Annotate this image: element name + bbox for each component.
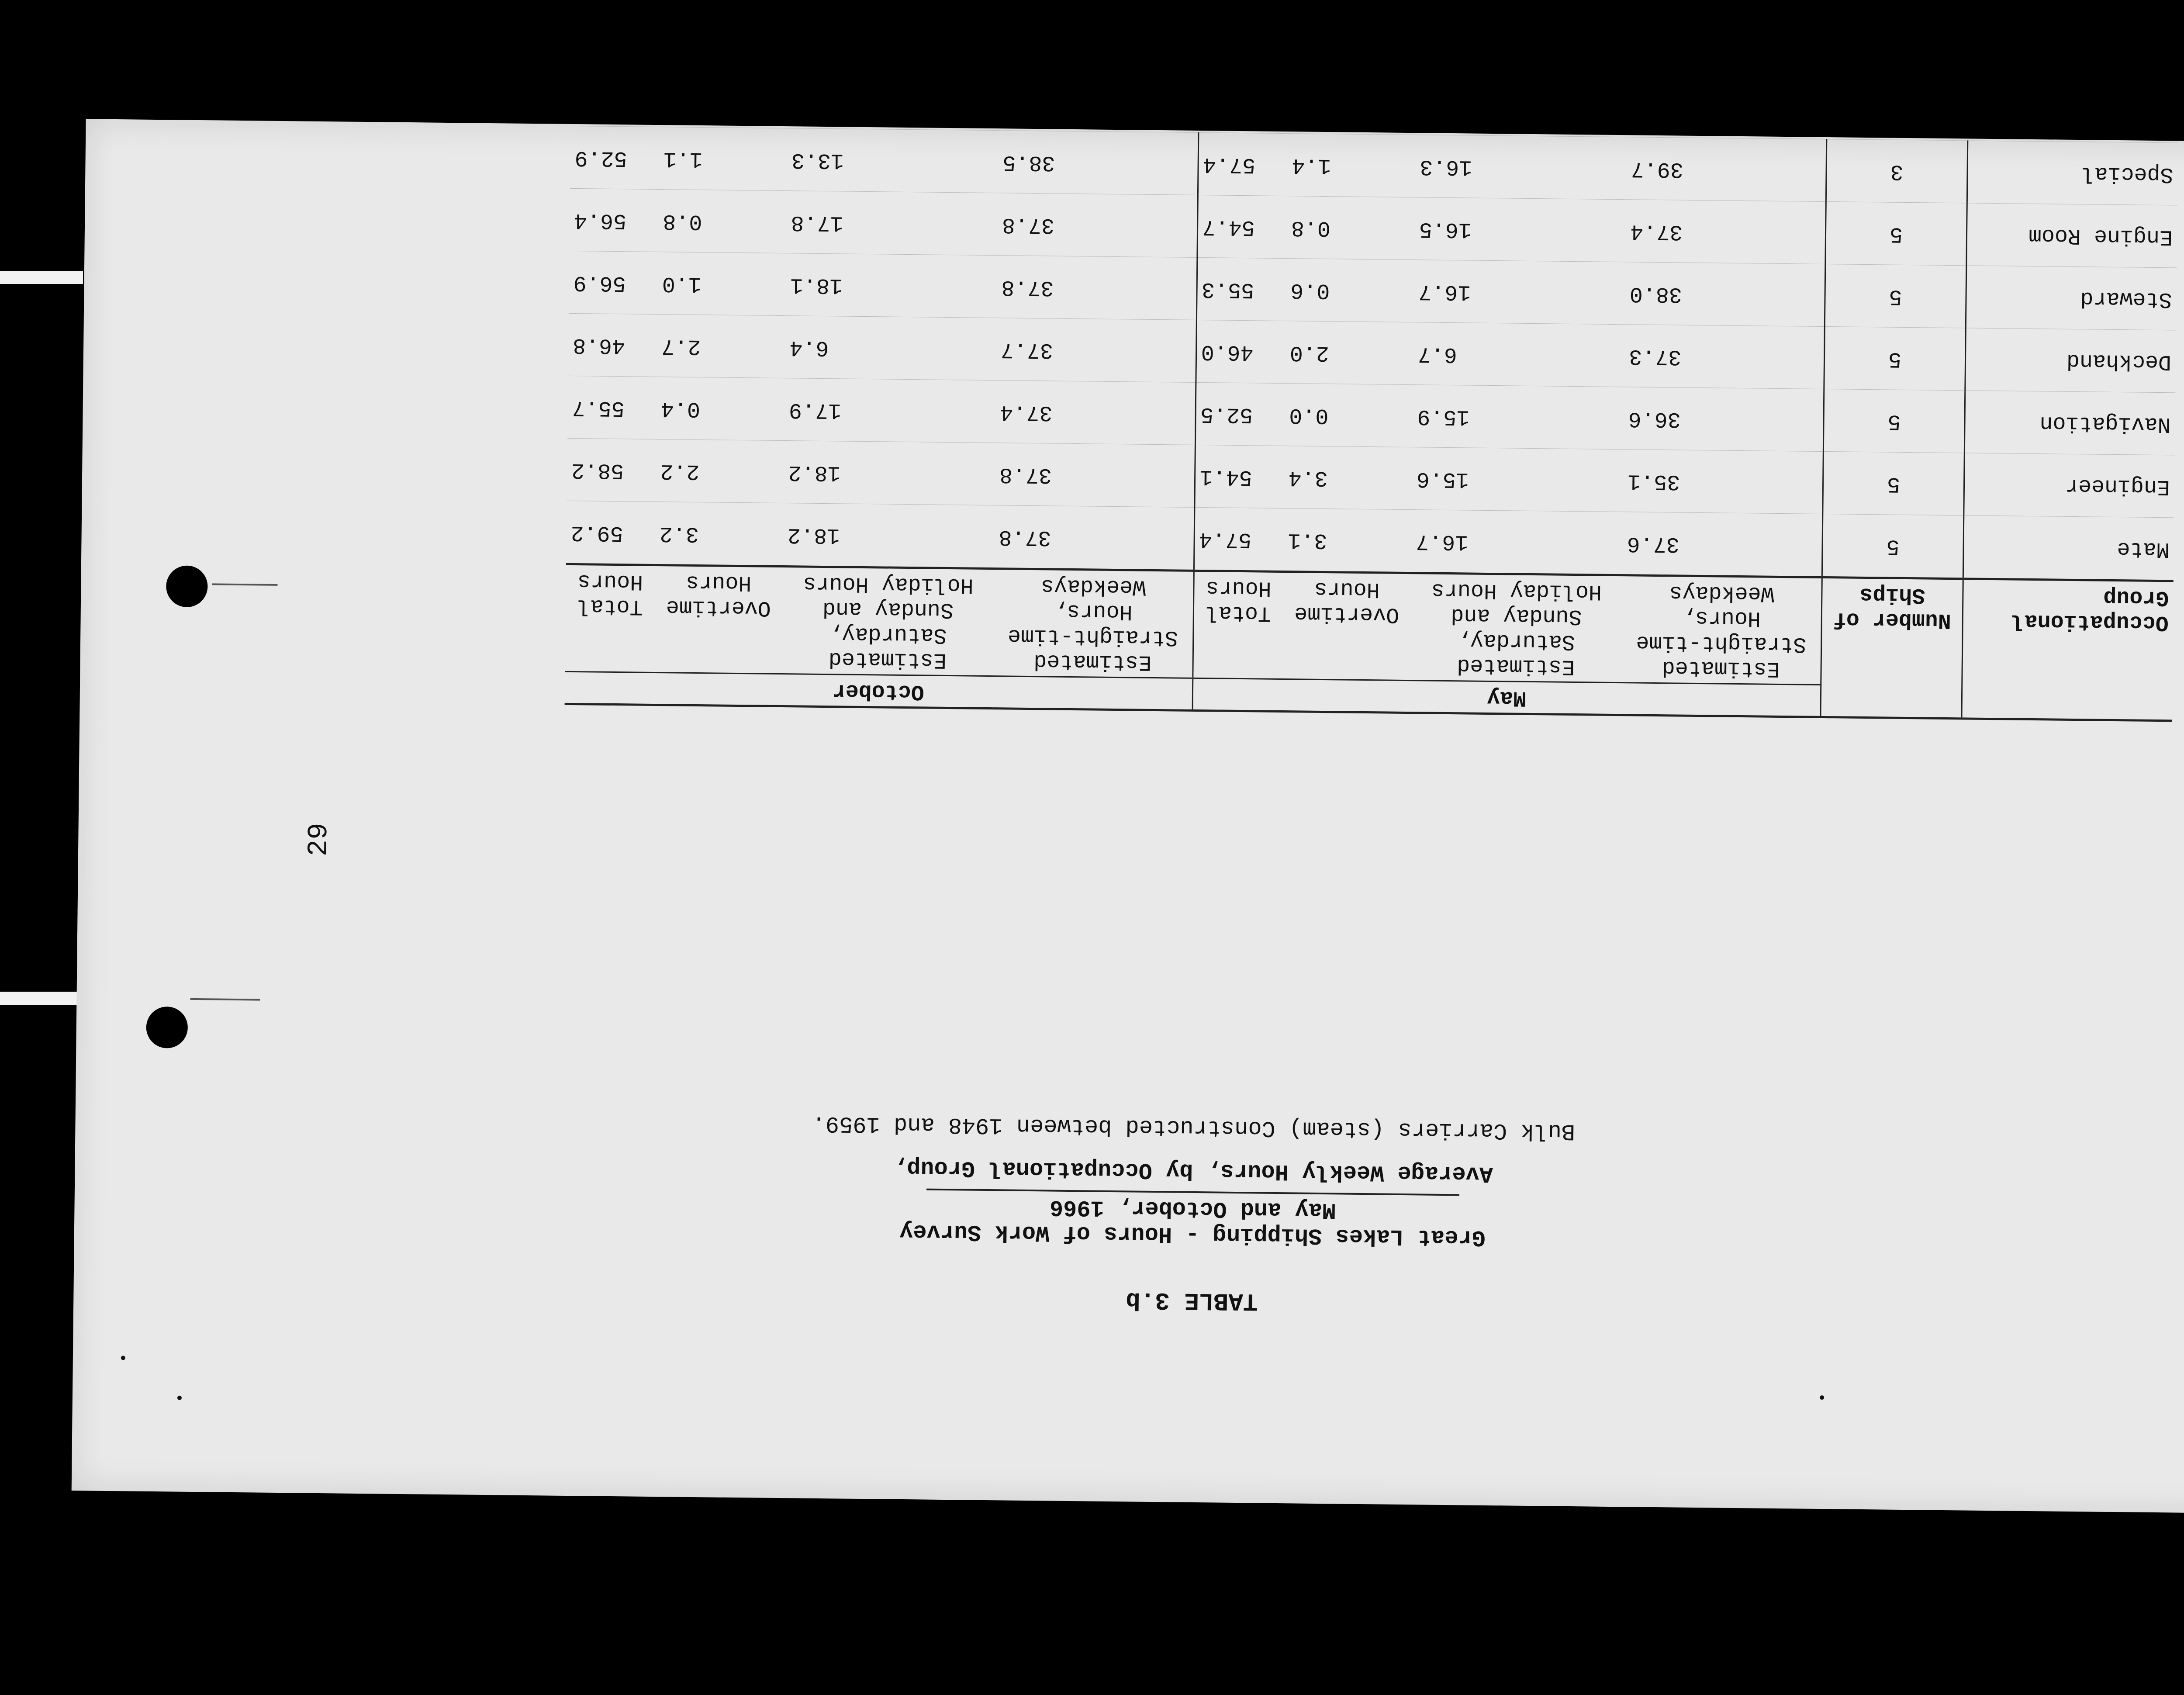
oct-total: 52.9 bbox=[570, 126, 660, 190]
oct-overtime: 1.0 bbox=[657, 252, 786, 316]
page-number: 29 bbox=[303, 823, 335, 857]
col-oct-weekend: Estimated Saturday, Sunday and Holiday Hours bbox=[803, 571, 974, 673]
table-subject: Average Weekly Hours, by Occupational Group, bbox=[893, 1154, 1493, 1187]
row-group: Mate bbox=[1963, 515, 2174, 581]
col-group: Occupational Group bbox=[1962, 579, 2174, 721]
col-oct-total: Total Hours bbox=[577, 568, 643, 619]
may-straight: 39.7 bbox=[1626, 137, 1827, 202]
oct-overtime: 0.8 bbox=[658, 190, 787, 253]
row-ships: 5 bbox=[1824, 327, 1966, 391]
may-weekend: 16.7 bbox=[1414, 260, 1626, 325]
oct-straight: 37.4 bbox=[995, 381, 1196, 445]
oct-total: 46.8 bbox=[568, 314, 657, 377]
row-group: Deckhand bbox=[1965, 328, 2176, 393]
row-group: Steward bbox=[1966, 266, 2177, 330]
may-weekend: 6.7 bbox=[1413, 322, 1625, 387]
may-total: 57.4 bbox=[1194, 508, 1284, 572]
may-overtime: 2.0 bbox=[1285, 321, 1414, 385]
row-ships: 5 bbox=[1823, 389, 1965, 453]
col-ships: Number of Ships bbox=[1821, 578, 1963, 719]
row-ships: 3 bbox=[1826, 139, 1967, 203]
may-total: 54.7 bbox=[1197, 195, 1287, 259]
oct-straight: 37.8 bbox=[997, 256, 1197, 320]
rotated-table-content bbox=[72, 119, 2184, 1515]
hours-table bbox=[565, 126, 2178, 722]
row-ships: 5 bbox=[1822, 514, 1964, 579]
may-straight: 36.6 bbox=[1624, 387, 1824, 452]
film-strip-bottom-left bbox=[0, 992, 83, 1005]
col-oct-overtime: Overtime Hours bbox=[666, 569, 771, 621]
col-may-straight: Estimated Straight-time Hours, Weekdays bbox=[1621, 575, 1822, 685]
may-overtime: 0.0 bbox=[1285, 384, 1413, 447]
may-straight: 38.0 bbox=[1625, 262, 1825, 327]
row-group: Special bbox=[1967, 141, 2178, 205]
oct-weekend: 17.9 bbox=[784, 378, 996, 443]
col-may-weekend: Estimated Saturday, Sunday and Holiday Hours bbox=[1431, 577, 1602, 679]
survey-period: May and October, 1966 bbox=[1049, 1194, 1336, 1223]
may-overtime: 3.1 bbox=[1283, 508, 1412, 573]
oct-total: 55.7 bbox=[567, 376, 657, 439]
may-overtime: 0.6 bbox=[1286, 259, 1415, 322]
may-weekend: 16.3 bbox=[1415, 135, 1627, 200]
may-overtime: 1.4 bbox=[1287, 134, 1416, 197]
may-straight: 37.3 bbox=[1624, 325, 1825, 389]
oct-weekend: 18.2 bbox=[783, 503, 995, 569]
col-may-overtime: Overtime Hours bbox=[1294, 576, 1400, 627]
document-page bbox=[72, 119, 2184, 1515]
oct-weekend: 6.4 bbox=[785, 316, 997, 381]
may-total: 54.1 bbox=[1194, 445, 1284, 508]
period-october: October bbox=[565, 672, 1193, 711]
may-total: 55.3 bbox=[1196, 258, 1286, 321]
oct-total: 58.2 bbox=[567, 439, 656, 502]
may-straight: 37.6 bbox=[1622, 512, 1823, 578]
may-overtime: 3.4 bbox=[1284, 446, 1413, 510]
period-may: May bbox=[1192, 678, 1821, 717]
oct-overtime: 0.4 bbox=[656, 377, 785, 441]
row-group: Engine Room bbox=[1966, 203, 2177, 268]
col-may-total: Total Hours bbox=[1205, 575, 1272, 626]
title-block bbox=[602, 1108, 1783, 1321]
oct-overtime: 3.2 bbox=[655, 502, 784, 567]
oct-total: 59.2 bbox=[566, 501, 656, 565]
table-scope: Bulk Carriers (steam) Constructed between 1948 and 1959. bbox=[812, 1110, 1576, 1145]
row-group: Navigation bbox=[1964, 391, 2175, 455]
survey-title: Great Lakes Shipping - Hours of Work Survey bbox=[899, 1218, 1486, 1250]
may-straight: 37.4 bbox=[1626, 200, 1826, 264]
oct-straight: 37.8 bbox=[997, 193, 1198, 258]
row-group: Engineer bbox=[1964, 453, 2175, 518]
oct-total: 56.4 bbox=[569, 189, 659, 252]
oct-weekend: 18.1 bbox=[785, 253, 997, 318]
oct-weekend: 18.2 bbox=[784, 441, 995, 505]
may-weekend: 15.6 bbox=[1412, 447, 1624, 512]
film-strip-top-left bbox=[0, 271, 83, 284]
oct-total: 56.9 bbox=[569, 251, 658, 315]
oct-overtime: 2.2 bbox=[656, 439, 784, 503]
may-weekend: 16.5 bbox=[1414, 197, 1626, 262]
row-ships: 5 bbox=[1823, 452, 1964, 515]
may-overtime: 0.8 bbox=[1286, 196, 1415, 260]
may-weekend: 16.7 bbox=[1411, 510, 1623, 575]
col-oct-straight: Estimated Straight-time Hours, Weekdays bbox=[993, 569, 1194, 678]
oct-overtime: 2.7 bbox=[657, 315, 786, 378]
oct-straight: 37.7 bbox=[996, 318, 1196, 383]
may-straight: 35.1 bbox=[1623, 450, 1824, 514]
may-weekend: 15.9 bbox=[1413, 385, 1624, 450]
oct-weekend: 17.8 bbox=[786, 191, 998, 256]
oct-straight: 37.8 bbox=[994, 505, 1195, 571]
oct-straight: 38.5 bbox=[998, 131, 1199, 195]
table-title: TABLE 3.b bbox=[1125, 1286, 1258, 1315]
row-ships: 5 bbox=[1825, 264, 1966, 328]
oct-straight: 37.8 bbox=[995, 443, 1195, 508]
may-total: 52.5 bbox=[1195, 383, 1285, 446]
may-total: 57.4 bbox=[1198, 133, 1288, 196]
row-ships: 5 bbox=[1825, 202, 1967, 266]
oct-overtime: 1.1 bbox=[659, 127, 788, 191]
oct-weekend: 13.3 bbox=[787, 128, 999, 193]
may-total: 46.0 bbox=[1196, 320, 1286, 384]
